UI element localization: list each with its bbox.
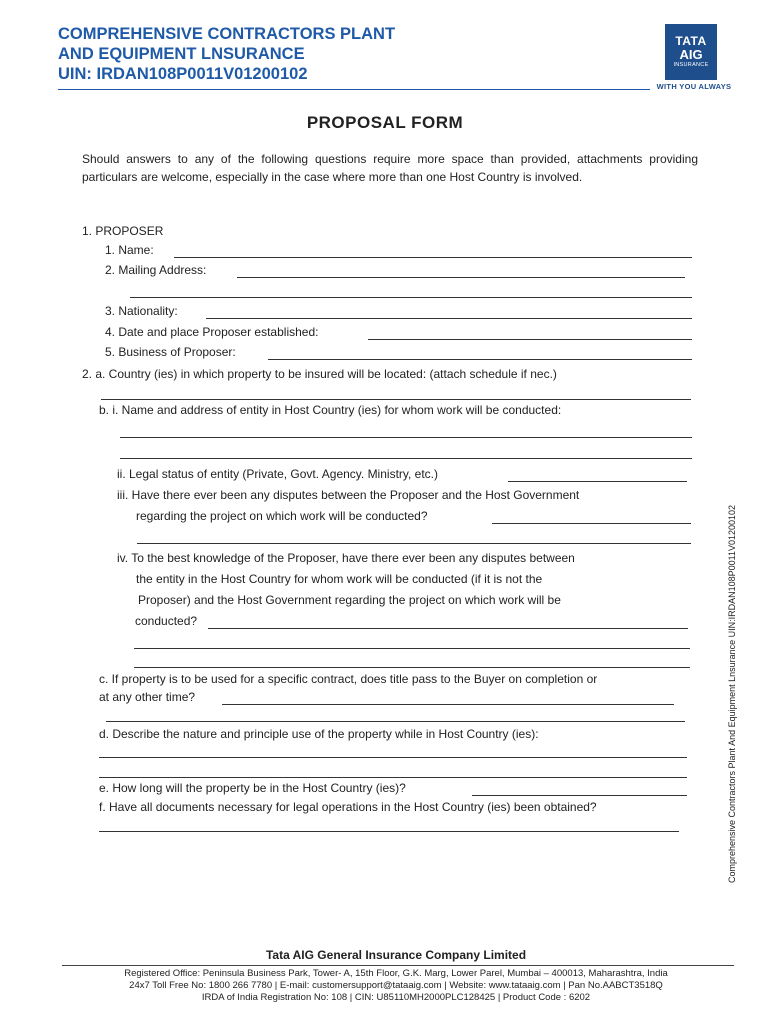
side-margin-label: Comprehensive Contractors Plant And Equipment Lnsurance UIN:IRDAN108P0011V01200102 — [727, 504, 737, 883]
question-2d-field-2[interactable] — [99, 777, 687, 778]
question-2c-field-2[interactable] — [106, 721, 685, 722]
question-2b-iv-field-1[interactable] — [208, 628, 688, 629]
business-label: 5. Business of Proposer: — [105, 345, 236, 359]
footer-divider — [62, 965, 734, 966]
tata-aig-logo — [653, 24, 735, 90]
section-1-heading: 1. PROPOSER — [82, 224, 164, 238]
question-2a: 2. a. Country (ies) in which property to be insured will be located: (attach schedule if nec.) — [82, 367, 557, 381]
question-2c-line-2: at any other time? — [99, 690, 196, 704]
title-line-1: COMPREHENSIVE CONTRACTORS PLANT — [58, 25, 396, 43]
name-field[interactable] — [174, 257, 692, 258]
footer-registration-details: IRDA of India Registration No: 108 | CIN: U85110MH2000PLC128425 | Product Code : 6202 — [201, 992, 591, 1003]
question-2b-i-field-1[interactable] — [120, 437, 692, 438]
question-2b-i-field-2[interactable] — [120, 458, 692, 459]
question-2b-iii-line-1: iii. Have there ever been any disputes between the Proposer and the Host Government — [117, 488, 580, 502]
logo-badge — [665, 24, 717, 80]
title-line-2: AND EQUIPMENT LNSURANCE — [58, 45, 305, 63]
question-2b-iv-line-1: iv. To the best knowledge of the Proposer, have there ever been any disputes between — [117, 551, 575, 565]
header-divider — [58, 89, 650, 90]
question-2a-field[interactable] — [101, 399, 691, 400]
question-2f-field[interactable] — [99, 831, 679, 832]
question-2b-iii-field-2[interactable] — [137, 543, 691, 544]
question-2b-iv-field-2[interactable] — [134, 648, 690, 649]
nationality-label: 3. Nationality: — [105, 304, 178, 318]
logo-aig-text: AIG — [679, 47, 703, 62]
nationality-field[interactable] — [206, 318, 692, 319]
question-2b-iv-field-3[interactable] — [134, 667, 690, 668]
question-2d-field-1[interactable] — [99, 757, 687, 758]
question-2c-field-1[interactable] — [222, 704, 674, 705]
name-label: 1. Name: — [105, 243, 154, 257]
question-2f: f. Have all documents necessary for legal operations in the Host Country (ies) been obtained? — [99, 800, 597, 814]
intro-paragraph: Should answers to any of the following questions require more space than provided, attachments providing particulars are welcome, especially in the case where more than one Host Country is involved. — [82, 152, 698, 184]
footer-contact-details: 24x7 Toll Free No: 1800 266 7780 | E-mail: customersupport@tataaig.com | Website: www.tataaig.com | Pan No.AABCT3518Q — [129, 980, 663, 991]
question-2b-ii: ii. Legal status of entity (Private, Govt. Agency. Ministry, etc.) — [117, 467, 439, 481]
question-2b-iii-line-2: regarding the project on which work will be conducted? — [136, 509, 428, 523]
form-title: PROPOSAL FORM — [306, 113, 464, 132]
logo-insurance-text: INSURANCE — [673, 62, 709, 68]
footer-company-name: Tata AIG General Insurance Company Limited — [265, 948, 527, 962]
question-2b-iv-line-3: Proposer) and the Host Government regarding the project on which work will be — [138, 593, 561, 607]
question-2e-field[interactable] — [472, 795, 687, 796]
date-place-label: 4. Date and place Proposer established: — [105, 325, 319, 339]
question-2b-i: b. i. Name and address of entity in Host Country (ies) for whom work will be conducted: — [99, 403, 562, 417]
mailing-address-field-2[interactable] — [130, 297, 692, 298]
question-2b-iv-line-2: the entity in the Host Country for whom work will be conducted (if it is not the — [136, 572, 543, 586]
mailing-address-field[interactable] — [237, 277, 685, 278]
logo-tata-text: TATA — [675, 34, 707, 48]
question-2e: e. How long will the property be in the Host Country (ies)? — [99, 781, 406, 795]
question-2b-ii-field[interactable] — [508, 481, 687, 482]
question-2b-iv-line-4: conducted? — [135, 614, 198, 628]
document-title — [58, 24, 618, 84]
question-2b-iii-field-1[interactable] — [492, 523, 691, 524]
business-field[interactable] — [268, 359, 692, 360]
footer-registered-office: Registered Office: Peninsula Business Park, Tower- A, 15th Floor, G.K. Marg, Lower Parel, Mumbai – 400013, Maharashtra, India — [124, 968, 668, 979]
date-place-field[interactable] — [368, 339, 692, 340]
uin-line: UIN: IRDAN108P0011V01200102 — [58, 65, 308, 83]
logo-tagline: WITH YOU ALWAYS — [656, 82, 732, 91]
mailing-address-label: 2. Mailing Address: — [105, 263, 207, 277]
question-2d: d. Describe the nature and principle use of the property while in Host Country (ies): — [99, 727, 539, 741]
question-2c-line-1: c. If property is to be used for a specific contract, does title pass to the Buyer on completion or — [99, 672, 598, 686]
